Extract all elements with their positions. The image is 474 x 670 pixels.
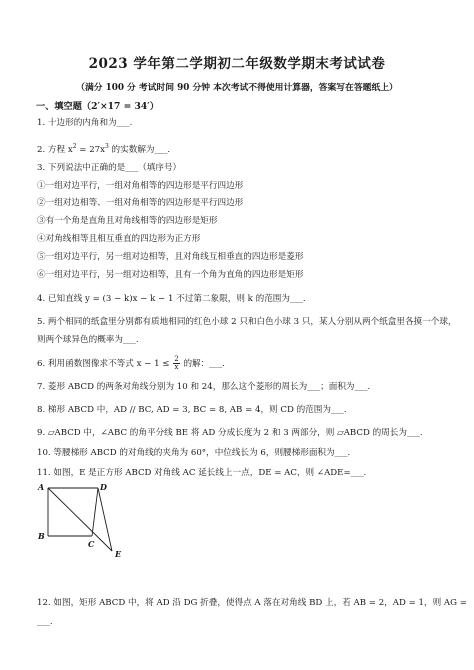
question-7: 7. 菱形 ABCD 的两条对角线分别为 10 和 24，那么这个菱形的周长为___；面积为___. bbox=[37, 382, 371, 392]
question-2-sup2: 3 bbox=[104, 143, 109, 150]
question-3-option-6: ⑥一组对边平行，另一组对边相等，且有一个角为直角的四边形是矩形 bbox=[37, 270, 304, 280]
question-6-numerator: 2 bbox=[174, 355, 179, 363]
question-12-line-2: ___. bbox=[37, 617, 53, 627]
question-6-prefix: 6. 利用函数图像求不等式 x − 1 ≤ bbox=[37, 359, 173, 369]
label-d: D bbox=[100, 482, 107, 492]
question-2-sup1: 2 bbox=[72, 143, 77, 150]
question-1: 1. 十边形的内角和为___. bbox=[37, 118, 133, 128]
label-b: B bbox=[38, 531, 45, 541]
question-2 bbox=[37, 141, 170, 156]
square-diagram bbox=[36, 481, 136, 571]
question-2-suffix: 的实数解为___. bbox=[108, 145, 171, 155]
question-3: 3. 下列说法中正确的是___（填序号） bbox=[37, 163, 182, 173]
question-6-fraction bbox=[173, 356, 179, 371]
question-8: 8. 梯形 ABCD 中，AD // BC, AD = 3, BC = 8, AB = 4，则 CD 的范围为___. bbox=[37, 405, 347, 415]
question-10: 10. 等腰梯形 ABCD 的对角线的夹角为 60°，中位线长为 6，则腰梯形面积为___. bbox=[37, 448, 351, 458]
page-subtitle: （满分 100 分 考试时间 90 分钟 本次考试不得使用计算器，答案写在答题纸上） bbox=[76, 83, 398, 93]
section-heading: 一、填空题（2′×17 = 34′） bbox=[36, 101, 159, 112]
question-3-option-5: ⑤一组对边平行，另一组对边相等，且对角线互相垂直的四边形是菱形 bbox=[37, 252, 304, 262]
question-9: 9. ▱ABCD 中，∠ABC 的角平分线 BE 将 AD 分成长度为 2 和 3 两部分，则 ▱ABCD 的周长为___. bbox=[37, 428, 423, 438]
label-e: E bbox=[115, 549, 122, 559]
question-3-option-1: ①一组对边平行，一组对角相等的四边形是平行四边形 bbox=[37, 181, 244, 191]
question-2-prefix: 2. 方程 x bbox=[37, 145, 73, 155]
question-3-option-2: ②一组对边相等、一组对角相等的四边形是平行四边形 bbox=[37, 198, 244, 208]
question-6-denominator: x bbox=[174, 363, 179, 371]
question-5-line-2: 则两个球异色的概率为___. bbox=[37, 335, 139, 345]
question-11: 11. 如图，E 是正方形 ABCD 对角线 AC 延长线上一点，DE = AC，则 ∠ADE=___. bbox=[37, 468, 367, 478]
label-c: C bbox=[88, 539, 95, 549]
question-6-suffix: 的解：___. bbox=[180, 359, 225, 369]
page-title: 2023 学年第二学期初二年级数学期末考试试卷 bbox=[88, 56, 386, 72]
question-5-line-1: 5. 两个相同的纸盒里分别都有质地相同的红色小球 2 只和白色小球 3 只，某人分别从两个纸盒里各摸一个球， bbox=[37, 317, 457, 327]
side-dc bbox=[92, 488, 98, 536]
question-3-option-4: ④对角线相等且相互垂直的四边形为正方形 bbox=[37, 234, 201, 244]
question-3-option-3: ③有一个角是直角且对角线相等的四边形是矩形 bbox=[37, 216, 218, 226]
question-2-mid: = 27x bbox=[76, 145, 105, 155]
label-a: A bbox=[38, 482, 45, 492]
segment-de bbox=[98, 488, 112, 551]
question-4: 4. 已知直线 y = (3 − k)x − k − 1 不过第二象限，则 k 的范围为___. bbox=[37, 294, 306, 304]
question-12-line-1: 12. 如图，矩形 ABCD 中，将 AD 沿 DG 折叠，使得点 A 落在对角线 BD 上，若 AB = 2，AD = 1，则 AG = bbox=[37, 598, 467, 608]
question-6 bbox=[37, 356, 225, 371]
diagonal-ae bbox=[48, 488, 112, 551]
